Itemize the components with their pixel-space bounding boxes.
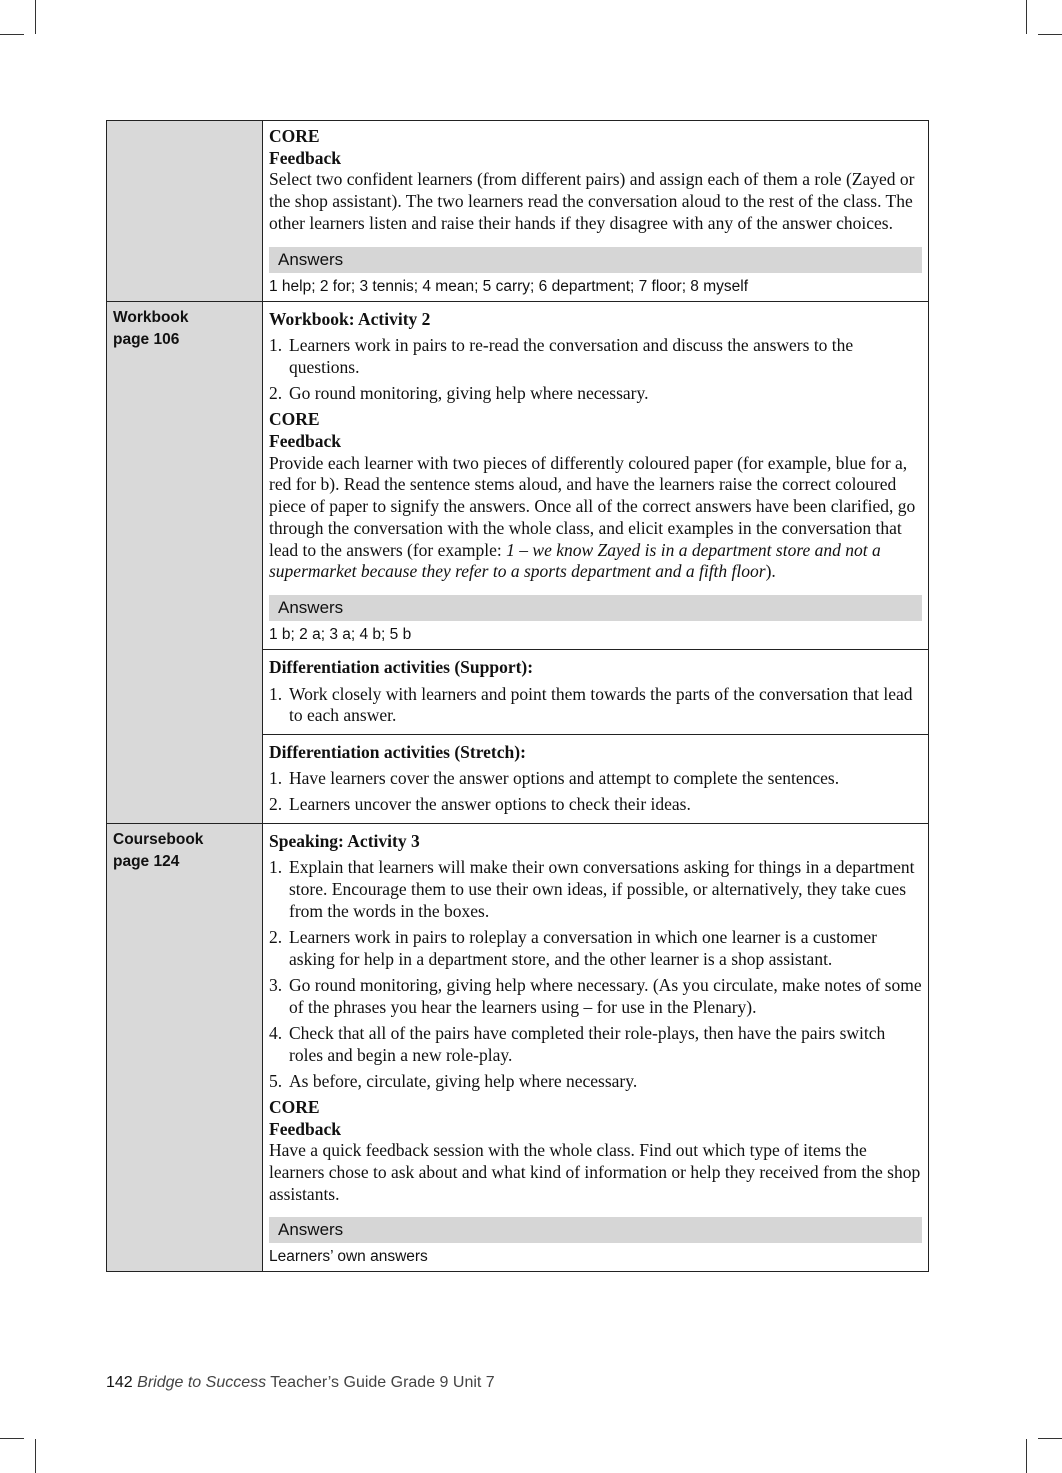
crop-mark: [0, 1438, 24, 1439]
reference-cell: [107, 823, 263, 1272]
answers-heading: Answers: [269, 247, 922, 273]
page-reference: page 106: [113, 330, 180, 348]
list-item: Check that all of the pairs have completed their role-plays, then have the pairs switch roles and begin a new role-play.: [289, 1022, 886, 1065]
crop-mark: [35, 1439, 36, 1473]
book-title: Bridge to Success: [137, 1374, 267, 1391]
content-cell: [263, 301, 929, 649]
answers-text: 1 b; 2 a; 3 a; 4 b; 5 b: [269, 625, 412, 643]
list-item: Go round monitoring, giving help where necessary. (As you circulate, make notes of some of the phrases you hear the learners using – for use in the Plenary).: [289, 974, 922, 1017]
steps-list: [269, 335, 922, 405]
differentiation-stretch-title: Differentiation activities (Stretch):: [269, 741, 526, 762]
feedback-label: Feedback: [269, 147, 341, 168]
feedback-text: Have a quick feedback session with the whole class. Find out which type of items the learners chose to ask about and what kind of information or help they received from the shop assistants.: [269, 1140, 921, 1204]
answers-text: Learners’ own answers: [269, 1248, 428, 1266]
lesson-plan-table: [106, 120, 929, 1272]
content-cell: [263, 734, 929, 823]
list-item: Go round monitoring, giving help where necessary.: [289, 383, 649, 404]
crop-mark: [1038, 34, 1062, 35]
page-reference: page 124: [113, 852, 180, 870]
reference-cell: [107, 301, 263, 823]
list-item: Explain that learners will make their own conversations asking for things in a department store. Encourage them to use their own ideas, if possible, or alternatively, they take cues from the words in the boxes.: [289, 857, 915, 921]
example-italic: 1 – we know Zayed is in a department store and not a supermarket because they refer to a sports department and a fifth floor: [269, 539, 881, 582]
table-row: [107, 121, 929, 302]
core-label: CORE: [269, 409, 320, 430]
reference-cell: [107, 121, 263, 302]
table-row: [107, 301, 929, 649]
core-label: CORE: [269, 126, 320, 146]
differentiation-support-title: Differentiation activities (Support):: [269, 656, 534, 677]
crop-mark: [1026, 0, 1027, 34]
content-cell: [263, 649, 929, 734]
steps-list: [269, 684, 922, 727]
crop-mark: [1026, 1439, 1027, 1473]
crop-mark: [1038, 1438, 1062, 1439]
answers-text: 1 help; 2 for; 3 tennis; 4 mean; 5 carry; 6 department; 7 floor; 8 myself: [269, 277, 749, 295]
list-item: As before, circulate, giving help where necessary.: [289, 1070, 638, 1091]
list-item: Learners uncover the answer options to check their ideas.: [289, 794, 691, 815]
list-item: Work closely with learners and point them towards the parts of the conversation that lead to each answer.: [289, 683, 913, 726]
content-cell: [263, 121, 929, 302]
content-cell: [263, 823, 929, 1272]
activity-title: Speaking: Activity 3: [269, 830, 420, 851]
list-item: Learners work in pairs to roleplay a conversation in which one learner is a customer asking for help in a department store, and the other learner is a shop assistant.: [289, 926, 877, 969]
steps-list: [269, 768, 922, 816]
table-row: [107, 823, 929, 1272]
book-reference: Workbook: [113, 308, 189, 326]
core-label: CORE: [269, 1096, 320, 1117]
answers-heading: Answers: [269, 1217, 922, 1243]
crop-mark: [0, 34, 24, 35]
feedback-text: Select two confident learners (from different pairs) and assign each of them a role (Zayed or the shop assistant). The two learners read the conversation aloud to the rest of the class. The other learners listen and raise their hands if they disagree with any of the answer choices.: [269, 169, 915, 233]
feedback-label: Feedback: [269, 431, 341, 452]
page-footer: [106, 1374, 495, 1392]
book-reference: Coursebook: [113, 830, 204, 848]
feedback-text: Provide each learner with two pieces of differently coloured paper (for example, blue for a, red for b). Read the sentence stems aloud, and have the learners raise the correct coloured piece of paper to signify the answers. Once all of the correct answers have been clarified, go through the conversation with the whole class, and elicit examples in the conversation that lead to the answers (for example: 1 – we know Zayed is in a department store and not a supermarket because they refer to a sports department and a fifth floor).: [269, 452, 916, 582]
list-item: Have learners cover the answer options and attempt to complete the sentences.: [289, 768, 840, 789]
page-number: 142: [106, 1374, 133, 1391]
list-item: Learners work in pairs to re-read the conversation and discuss the answers to the questions.: [289, 335, 854, 377]
guide-title: Teacher’s Guide Grade 9 Unit 7: [270, 1374, 495, 1391]
feedback-label: Feedback: [269, 1118, 341, 1139]
crop-mark: [35, 0, 36, 34]
activity-title: Workbook: Activity 2: [269, 308, 431, 329]
answers-heading: Answers: [269, 595, 922, 621]
steps-list: [269, 857, 922, 1092]
